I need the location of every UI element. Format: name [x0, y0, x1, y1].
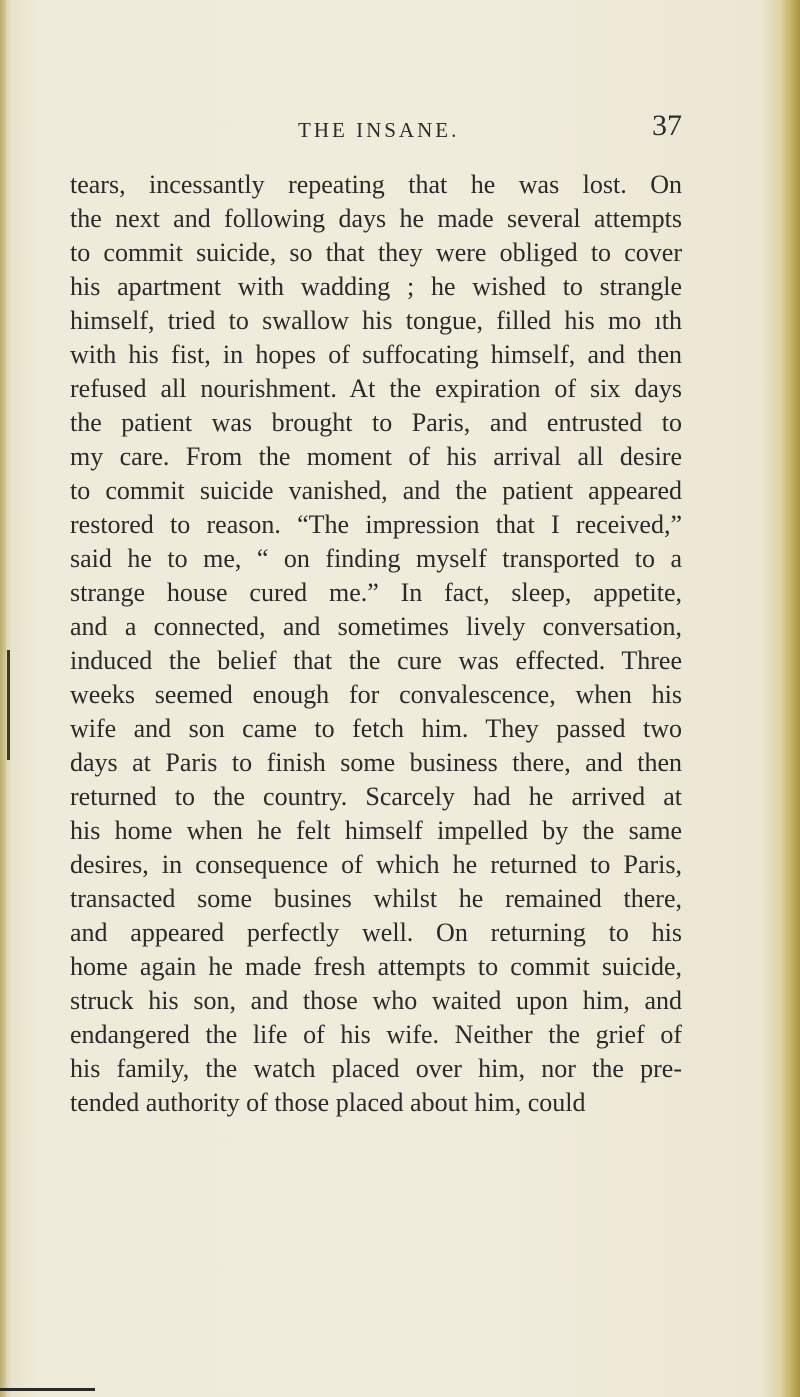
- text-line: tears, incessantly repeating that he was lost. On: [70, 170, 682, 199]
- text-line: weeks seemed enough for convalescence, when his: [70, 680, 682, 709]
- corner-mark: [0, 1388, 95, 1391]
- text-line: strange house cured me.” In fact, sleep, appetite,: [70, 578, 682, 607]
- binding-mark: [7, 650, 10, 760]
- text-line: refused all nourishment. At the expiration of six days: [70, 374, 682, 403]
- page-number: 37: [652, 109, 682, 142]
- page-fore-edge: [782, 0, 800, 1397]
- text-line: desires, in consequence of which he returned to Paris,: [70, 850, 682, 879]
- text-line: himself, tried to swallow his tongue, filled his mo ıth: [70, 306, 682, 335]
- text-line: said he to me, “ on finding myself transported to a: [70, 544, 682, 573]
- text-line: to commit suicide vanished, and the patient appeared: [70, 476, 682, 505]
- text-line: with his fist, in hopes of suffocating himself, and then: [70, 340, 682, 369]
- text-line: the next and following days he made several attempts: [70, 204, 682, 233]
- text-line: the patient was brought to Paris, and entrusted to: [70, 408, 682, 437]
- page-gutter-edge: [0, 0, 6, 1397]
- text-line: and appeared perfectly well. On returning to his: [70, 918, 682, 947]
- text-line: my care. From the moment of his arrival all desire: [70, 442, 682, 471]
- text-line: his family, the watch placed over him, nor the pre-: [70, 1054, 682, 1083]
- text-line: induced the belief that the cure was effected. Three: [70, 646, 682, 675]
- text-line: and a connected, and sometimes lively conversation,: [70, 612, 682, 641]
- text-line: restored to reason. “The impression that I received,”: [70, 510, 682, 539]
- text-line: days at Paris to finish some business there, and then: [70, 748, 682, 777]
- text-line: wife and son came to fetch him. They passed two: [70, 714, 682, 743]
- page-header: [70, 109, 682, 146]
- running-title: THE INSANE.: [298, 118, 460, 142]
- text-line: transacted some busines whilst he remained there,: [70, 884, 682, 913]
- text-line: his apartment with wadding ; he wished to strangle: [70, 272, 682, 301]
- text-line: endangered the life of his wife. Neither the grief of: [70, 1020, 682, 1049]
- text-line: home again he made fresh attempts to commit suicide,: [70, 952, 682, 981]
- text-line: to commit suicide, so that they were obliged to cover: [70, 238, 682, 267]
- text-line: his home when he felt himself impelled by the same: [70, 816, 682, 845]
- text-line: tended authority of those placed about him, could: [70, 1088, 586, 1117]
- text-line: returned to the country. Scarcely had he arrived at: [70, 782, 682, 811]
- body-text: [70, 168, 682, 1120]
- text-line: struck his son, and those who waited upon him, and: [70, 986, 682, 1015]
